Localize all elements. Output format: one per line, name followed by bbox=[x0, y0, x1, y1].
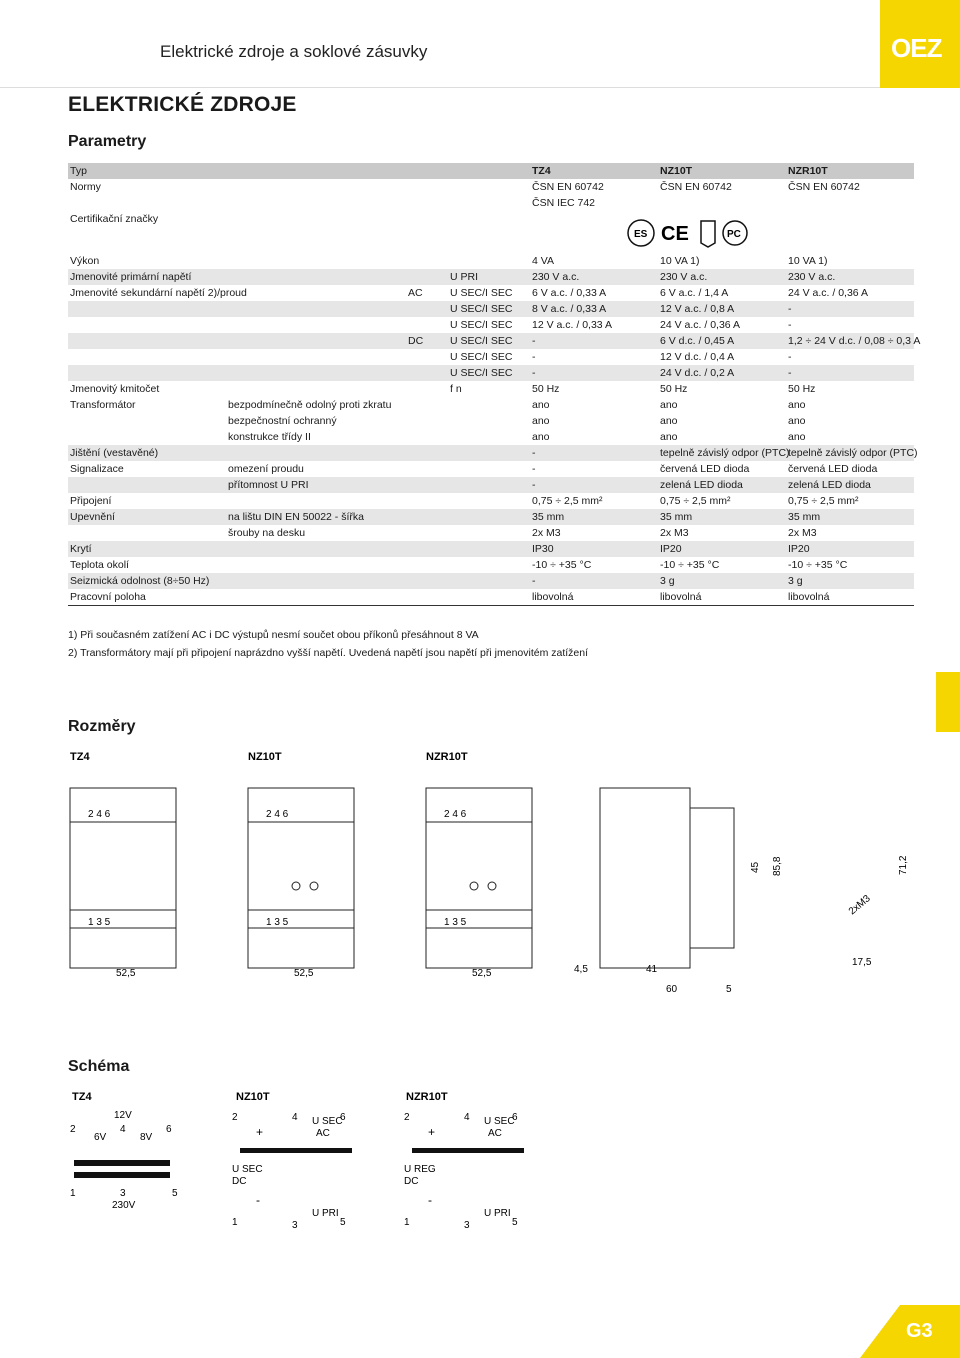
table-row bbox=[68, 445, 918, 461]
row-value: - bbox=[532, 351, 536, 363]
svg-text:6V: 6V bbox=[94, 1132, 107, 1143]
table-row bbox=[68, 461, 914, 477]
row-value: - bbox=[532, 367, 536, 379]
row-value: 230 V a.c. bbox=[788, 271, 836, 283]
svg-text:NZR10T: NZR10T bbox=[406, 1091, 448, 1103]
row-value: - bbox=[788, 303, 792, 315]
row-value: IP30 bbox=[532, 543, 554, 555]
row-value: libovolná bbox=[788, 591, 830, 603]
row-label: Připojení bbox=[70, 495, 112, 507]
col-model: NZR10T bbox=[788, 165, 828, 177]
svg-text:45: 45 bbox=[750, 861, 761, 873]
table-row bbox=[68, 541, 914, 557]
svg-text:U SEC: U SEC bbox=[232, 1164, 263, 1175]
row-value: 2x M3 bbox=[788, 527, 817, 539]
row-value: 24 V a.c. / 0,36 A bbox=[788, 287, 868, 299]
table-row bbox=[68, 285, 914, 301]
table-row bbox=[68, 509, 914, 525]
row-value: IP20 bbox=[788, 543, 810, 555]
svg-text:NZ10T: NZ10T bbox=[236, 1091, 270, 1103]
row-value: ano bbox=[660, 399, 678, 411]
table-row bbox=[68, 573, 914, 589]
row-symbol: U SEC/I SEC bbox=[450, 351, 513, 363]
row-value: - bbox=[788, 351, 792, 363]
row-label: Normy bbox=[70, 181, 101, 193]
table-row bbox=[68, 525, 914, 541]
svg-text:U SEC: U SEC bbox=[312, 1116, 343, 1127]
table-row bbox=[68, 333, 921, 349]
row-value: 230 V a.c. bbox=[532, 271, 580, 283]
row-value: 2x M3 bbox=[660, 527, 689, 539]
row-symbol: f n bbox=[450, 383, 462, 395]
svg-text:1 3 5: 1 3 5 bbox=[444, 917, 467, 928]
row-label: Jmenovité sekundární napětí 2)/proud bbox=[70, 287, 247, 299]
table-row bbox=[68, 381, 914, 397]
svg-text:AC: AC bbox=[316, 1128, 330, 1139]
svg-text:5: 5 bbox=[512, 1217, 518, 1228]
svg-text:TZ4: TZ4 bbox=[72, 1091, 92, 1103]
row-symbol: U SEC/I SEC bbox=[450, 303, 513, 315]
row-kind: AC bbox=[408, 287, 423, 299]
row-value: 35 mm bbox=[532, 511, 565, 523]
row-value: ano bbox=[788, 415, 806, 427]
row-value: - bbox=[532, 575, 536, 587]
table-row bbox=[68, 179, 914, 195]
table-row bbox=[68, 397, 914, 413]
svg-text:8V: 8V bbox=[140, 1132, 153, 1143]
row-label: Jmenovité primární napětí bbox=[70, 271, 192, 283]
svg-text:4: 4 bbox=[464, 1112, 470, 1123]
row-value: - bbox=[788, 367, 792, 379]
svg-text:60: 60 bbox=[666, 984, 678, 995]
row-kind: DC bbox=[408, 335, 424, 347]
svg-text:1 3 5: 1 3 5 bbox=[266, 917, 289, 928]
svg-text:2: 2 bbox=[404, 1112, 410, 1123]
row-label: Certifikační značky bbox=[70, 213, 159, 225]
row-value: ČSN EN 60742 bbox=[660, 181, 732, 193]
row-symbol: U SEC/I SEC bbox=[450, 335, 513, 347]
svg-text:85,8: 85,8 bbox=[772, 856, 783, 876]
row-value: 35 mm bbox=[788, 511, 821, 523]
row-value: ano bbox=[788, 431, 806, 443]
row-value: -10 ÷ +35 °C bbox=[660, 559, 720, 571]
row-label: Jištění (vestavěné) bbox=[70, 447, 159, 459]
row-value: 12 V a.c. / 0,8 A bbox=[660, 303, 735, 315]
row-value: 10 VA 1) bbox=[660, 255, 700, 267]
row-value: ano bbox=[788, 399, 806, 411]
row-sublabel: přítomnost U PRI bbox=[228, 479, 309, 491]
row-label: Seizmická odolnost (8÷50 Hz) bbox=[70, 575, 210, 587]
svg-text:1 3 5: 1 3 5 bbox=[88, 917, 111, 928]
section-dims: Rozměry bbox=[68, 718, 136, 735]
svg-text:12V: 12V bbox=[114, 1110, 132, 1121]
row-label: Výkon bbox=[70, 255, 100, 267]
dim-label: NZ10T bbox=[248, 751, 282, 763]
row-value: ano bbox=[660, 431, 678, 443]
table-header bbox=[68, 163, 914, 179]
row-value: 12 V d.c. / 0,4 A bbox=[660, 351, 735, 363]
svg-text:2xM3: 2xM3 bbox=[846, 893, 873, 918]
row-value: tepelně závislý odpor (PTC) bbox=[660, 447, 790, 459]
row-value: zelená LED dioda bbox=[660, 479, 743, 491]
row-value: 6 V a.c. / 0,33 A bbox=[532, 287, 607, 299]
svg-text:6: 6 bbox=[340, 1112, 346, 1123]
row-value: 35 mm bbox=[660, 511, 693, 523]
page-header bbox=[0, 0, 960, 88]
svg-text:PC: PC bbox=[727, 229, 741, 240]
row-label: Pracovní poloha bbox=[70, 591, 146, 603]
table-row bbox=[68, 365, 914, 381]
svg-text:52,5: 52,5 bbox=[294, 968, 314, 979]
svg-text:6: 6 bbox=[512, 1112, 518, 1123]
table-row bbox=[68, 195, 914, 211]
row-value: 3 g bbox=[788, 575, 803, 587]
row-value: 230 V a.c. bbox=[660, 271, 708, 283]
row-symbol: U SEC/I SEC bbox=[450, 287, 513, 299]
svg-text:4: 4 bbox=[292, 1112, 298, 1123]
dim-label: TZ4 bbox=[70, 751, 90, 763]
dimension-drawings bbox=[0, 740, 920, 1000]
row-symbol: U SEC/I SEC bbox=[450, 367, 513, 379]
svg-text:5: 5 bbox=[340, 1217, 346, 1228]
row-value: 6 V d.c. / 0,45 A bbox=[660, 335, 735, 347]
row-value: 0,75 ÷ 2,5 mm² bbox=[660, 495, 731, 507]
side-tab bbox=[936, 672, 960, 732]
page-number: G3 bbox=[906, 1320, 933, 1342]
table-row bbox=[68, 301, 914, 317]
row-sublabel: bezpodmínečně odolný proti zkratu bbox=[228, 399, 392, 411]
row-value: - bbox=[532, 447, 536, 459]
svg-text:CE: CE bbox=[661, 223, 689, 245]
svg-text:2: 2 bbox=[70, 1124, 76, 1135]
page-title: ELEKTRICKÉ ZDROJE bbox=[68, 93, 297, 116]
svg-text:U REG: U REG bbox=[404, 1164, 436, 1175]
svg-text:17,5: 17,5 bbox=[852, 957, 872, 968]
svg-text:41: 41 bbox=[646, 964, 658, 975]
row-sublabel: bezpečnostní ochranný bbox=[228, 415, 337, 427]
table-row bbox=[68, 349, 914, 365]
row-value: 24 V d.c. / 0,2 A bbox=[660, 367, 735, 379]
row-value: ČSN IEC 742 bbox=[532, 197, 596, 209]
row-symbol: U SEC/I SEC bbox=[450, 319, 513, 331]
svg-text:71,2: 71,2 bbox=[898, 855, 909, 875]
svg-text:3: 3 bbox=[464, 1220, 470, 1231]
row-label: Transformátor bbox=[70, 399, 136, 411]
row-label: Jmenovitý kmitočet bbox=[70, 383, 160, 395]
row-sublabel: omezení proudu bbox=[228, 463, 304, 475]
row-value: ano bbox=[532, 399, 550, 411]
dim-label: NZR10T bbox=[426, 751, 468, 763]
table-bottom-rule bbox=[68, 605, 914, 606]
table-row bbox=[68, 429, 914, 445]
row-value: libovolná bbox=[532, 591, 574, 603]
col-model: TZ4 bbox=[532, 165, 551, 177]
svg-text:2: 2 bbox=[232, 1112, 238, 1123]
row-value: - bbox=[532, 479, 536, 491]
row-value: ČSN EN 60742 bbox=[532, 181, 604, 193]
table-row bbox=[68, 557, 914, 573]
svg-text:+: + bbox=[428, 1125, 436, 1139]
svg-text:DC: DC bbox=[404, 1176, 419, 1187]
row-sublabel: šrouby na desku bbox=[228, 527, 306, 539]
svg-text:U PRI: U PRI bbox=[312, 1208, 339, 1219]
row-value: 6 V a.c. / 1,4 A bbox=[660, 287, 729, 299]
svg-text:5: 5 bbox=[172, 1188, 178, 1199]
row-value: 24 V a.c. / 0,36 A bbox=[660, 319, 740, 331]
row-value: zelená LED dioda bbox=[788, 479, 871, 491]
table-row bbox=[68, 413, 914, 429]
table-row bbox=[68, 269, 914, 285]
col-typ: Typ bbox=[70, 165, 87, 177]
schema-drawings bbox=[0, 1080, 560, 1240]
row-value: 2x M3 bbox=[532, 527, 561, 539]
row-value: 0,75 ÷ 2,5 mm² bbox=[532, 495, 603, 507]
table-row bbox=[68, 253, 914, 269]
svg-text:3: 3 bbox=[292, 1220, 298, 1231]
row-value: libovolná bbox=[660, 591, 702, 603]
table-row bbox=[68, 211, 914, 253]
row-value: 0,75 ÷ 2,5 mm² bbox=[788, 495, 859, 507]
row-value: - bbox=[532, 335, 536, 347]
header-title: Elektrické zdroje a soklové zásuvky bbox=[160, 42, 428, 61]
row-value: ano bbox=[532, 431, 550, 443]
row-value: 50 Hz bbox=[660, 383, 688, 395]
col-model: NZ10T bbox=[660, 165, 693, 177]
row-value: červená LED dioda bbox=[660, 463, 750, 475]
svg-text:6: 6 bbox=[166, 1124, 172, 1135]
row-value: červená LED dioda bbox=[788, 463, 878, 475]
svg-text:1: 1 bbox=[232, 1217, 238, 1228]
table-row bbox=[68, 477, 914, 493]
row-value: - bbox=[532, 463, 536, 475]
row-label: Signalizace bbox=[70, 463, 124, 475]
row-sublabel: na lištu DIN EN 50022 - šířka bbox=[228, 511, 364, 523]
svg-text:5: 5 bbox=[726, 984, 732, 995]
svg-text:+: + bbox=[256, 1125, 264, 1139]
svg-text:1: 1 bbox=[70, 1188, 76, 1199]
svg-text:4: 4 bbox=[120, 1124, 126, 1135]
table-row bbox=[68, 317, 914, 333]
row-value: 1,2 ÷ 24 V d.c. / 0,08 ÷ 0,3 A bbox=[788, 335, 921, 347]
svg-text:230V: 230V bbox=[112, 1200, 136, 1211]
row-value: 50 Hz bbox=[788, 383, 816, 395]
row-value: 10 VA 1) bbox=[788, 255, 828, 267]
svg-text:AC: AC bbox=[488, 1128, 502, 1139]
certification-icons bbox=[623, 213, 773, 253]
table-row bbox=[68, 493, 914, 509]
row-value: ano bbox=[660, 415, 678, 427]
row-value: 12 V a.c. / 0,33 A bbox=[532, 319, 612, 331]
svg-text:3: 3 bbox=[120, 1188, 126, 1199]
row-label: Upevnění bbox=[70, 511, 115, 523]
svg-text:52,5: 52,5 bbox=[472, 968, 492, 979]
row-sublabel: konstrukce třídy II bbox=[228, 431, 311, 443]
row-value: 4 VA bbox=[532, 255, 554, 267]
row-value: -10 ÷ +35 °C bbox=[788, 559, 848, 571]
svg-text:52,5: 52,5 bbox=[116, 968, 136, 979]
footnote: 1) Při současném zatížení AC i DC výstupů nesmí součet obou příkonů přesáhnout 8 VA bbox=[68, 629, 479, 641]
row-value: tepelně závislý odpor (PTC) bbox=[788, 447, 918, 459]
section-schema: Schéma bbox=[68, 1058, 130, 1075]
row-value: 8 V a.c. / 0,33 A bbox=[532, 303, 607, 315]
svg-text:-: - bbox=[428, 1193, 432, 1207]
svg-text:DC: DC bbox=[232, 1176, 247, 1187]
footnote: 2) Transformátory mají při připojení naprázdno vyšší napětí. Uvedená napětí jsou napětí při jmenovitém zatížení bbox=[68, 647, 589, 659]
svg-text:-: - bbox=[256, 1193, 260, 1207]
table-row bbox=[68, 589, 914, 605]
row-value: IP20 bbox=[660, 543, 682, 555]
row-value: 50 Hz bbox=[532, 383, 560, 395]
svg-text:4,5: 4,5 bbox=[574, 964, 588, 975]
svg-text:1: 1 bbox=[404, 1217, 410, 1228]
svg-text:U PRI: U PRI bbox=[484, 1208, 511, 1219]
row-label: Krytí bbox=[70, 543, 92, 555]
row-value: - bbox=[788, 319, 792, 331]
row-symbol: U PRI bbox=[450, 271, 479, 283]
svg-text:2 4 6: 2 4 6 bbox=[266, 809, 289, 820]
row-label: Teplota okolí bbox=[70, 559, 129, 571]
row-value: ano bbox=[532, 415, 550, 427]
row-value: ČSN EN 60742 bbox=[788, 181, 860, 193]
svg-text:2 4 6: 2 4 6 bbox=[444, 809, 467, 820]
logo-text: OEZ bbox=[891, 33, 942, 63]
params-table bbox=[68, 163, 921, 606]
svg-text:ES: ES bbox=[634, 229, 648, 240]
row-value: 3 g bbox=[660, 575, 675, 587]
section-params: Parametry bbox=[68, 133, 147, 150]
row-value: -10 ÷ +35 °C bbox=[532, 559, 592, 571]
svg-text:U SEC: U SEC bbox=[484, 1116, 515, 1127]
svg-text:2 4 6: 2 4 6 bbox=[88, 809, 111, 820]
